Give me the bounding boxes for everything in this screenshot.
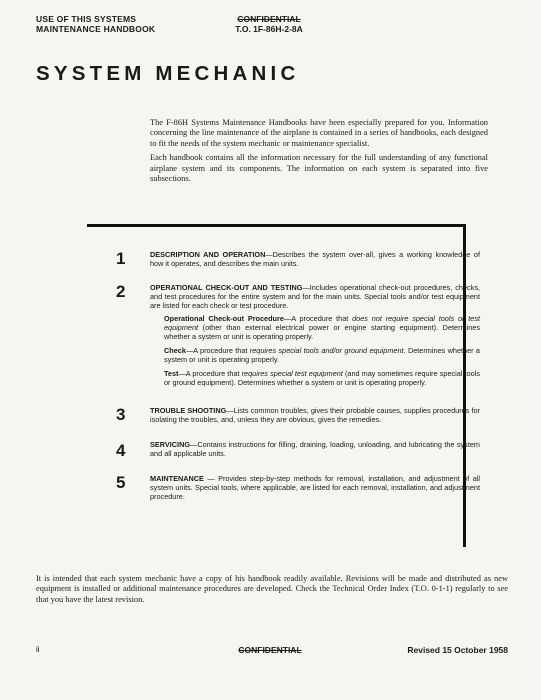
section-text: —Lists common troubles, gives their probable causes, supplies procedures for isolating the troubles, and, unless they are obvious, gives the remedies. <box>150 406 480 425</box>
header-handbook-use <box>36 14 155 34</box>
section-description-operation <box>150 250 480 268</box>
subsection-emphasis: requires special tools and/or ground equipment <box>249 346 404 355</box>
subsection-heading: Check <box>164 346 186 355</box>
subsection-check <box>164 346 480 364</box>
section-text: — Provides step-by-step methods for removal, installation, and adjustment of all system units. Special tools, where applicable, are listed for each removal, installation, and adjustment procedure. <box>150 474 480 502</box>
intro-paragraph-2: Each handbook contains all the information necessary for the full understanding of any functional airplane system and its components. The information on each system is separated into five subsections. <box>150 153 488 184</box>
subsection-heading: Operational Check-out Procedure <box>164 314 284 323</box>
subsection-text: . Determines whether a system or unit is operating properly. <box>164 346 480 365</box>
subsection-operational-checkout <box>164 314 480 342</box>
section-number-3: 3 <box>116 405 126 424</box>
section-heading: DESCRIPTION AND OPERATION <box>150 250 266 259</box>
section-text: —Includes operational check-out procedures, checks, and test procedures for the entire system and for the main units. Special tools and/or test equipment are listed for each check or test procedure. <box>150 283 480 311</box>
revision-date: Revised 15 October 1958 <box>407 645 508 655</box>
section-number-2: 2 <box>116 282 126 301</box>
page-number: ii <box>36 645 40 654</box>
section-heading: TROUBLE SHOOTING <box>150 406 227 415</box>
header-to-number: T.O. 1F-86H-2-8A <box>235 24 303 34</box>
subsection-text: —A procedure that <box>185 346 250 355</box>
section-servicing <box>150 440 480 458</box>
section-text: —Contains instructions for filling, draining, loading, unloading, and lubricating the system and all applicable units. <box>150 440 480 459</box>
subsection-text: —A procedure that <box>178 369 242 378</box>
section-text: —Describes the system over-all, gives a working knowledge of how it operates, and describes the main units. <box>150 250 481 269</box>
intro-text <box>150 118 488 188</box>
section-number-4: 4 <box>116 441 126 460</box>
header-classification-block <box>214 14 324 34</box>
subsection-emphasis: does not require special tools or test equipment <box>164 314 480 333</box>
subsection-heading: Test <box>164 369 179 378</box>
section-number-1: 1 <box>116 249 126 268</box>
section-heading: MAINTENANCE <box>150 474 204 483</box>
section-heading: SERVICING <box>150 440 191 449</box>
subsection-text: (other than external electrical power or engine starting equipment). Determines whether a system or unit is operating properly. <box>164 323 480 342</box>
intro-paragraph-1: The F-86H Systems Maintenance Handbooks have been especially prepared for you. Information concerning the line maintenance of the airplane is contained in a series of handbooks, each designed to fit the needs of the system mechanic or maintenance specialist. <box>150 118 488 148</box>
subsection-emphasis: requires special test equipment <box>241 369 343 378</box>
footer-classification: CONFIDENTIAL <box>238 645 302 655</box>
header-line-2: MAINTENANCE HANDBOOK <box>36 24 156 34</box>
page-title: SYSTEM MECHANIC <box>36 62 300 85</box>
section-trouble-shooting <box>150 406 480 424</box>
subsection-text: (and may sometimes require special tools or ground equipment). Determines whether a system or unit is operating properly. <box>164 369 481 388</box>
section-checkout-testing <box>150 283 480 311</box>
subsection-text: —A procedure that <box>283 314 353 323</box>
closing-paragraph: It is intended that each system mechanic have a copy of his handbook readily available. Revisions will be made and distributed as new equipment is installed or additional maintenance procedures are developed. Check the Technical Order Index (T.O. 0-1-1) regularly to see that you have the latest revision. <box>36 574 508 604</box>
header-classification: CONFIDENTIAL <box>237 14 301 24</box>
section-heading: OPERATIONAL CHECK-OUT AND TESTING <box>150 283 303 292</box>
section-maintenance <box>150 474 480 502</box>
section-number-5: 5 <box>116 473 126 492</box>
subsection-test <box>164 369 480 387</box>
header-line-1: USE OF THIS SYSTEMS <box>36 14 137 24</box>
